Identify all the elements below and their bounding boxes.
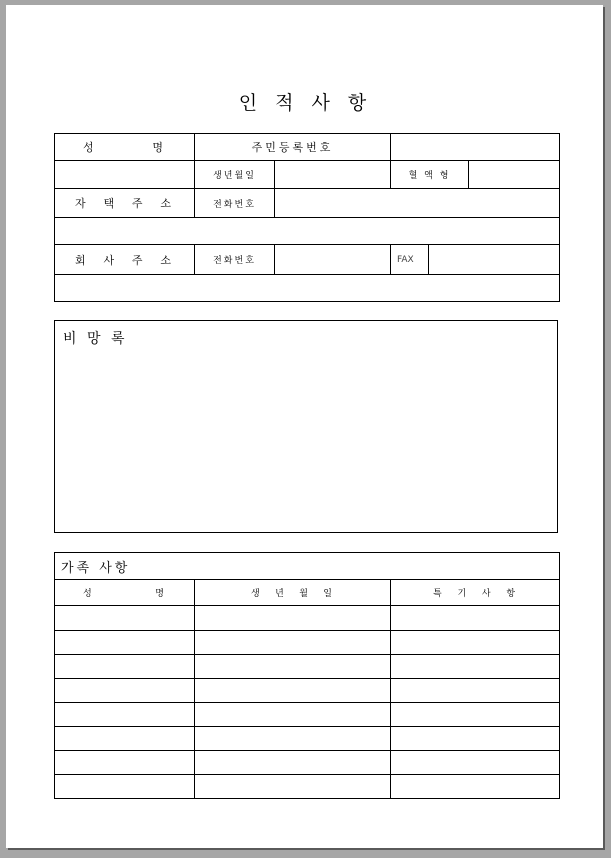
family-name-field[interactable]: [55, 703, 195, 727]
family-name-field[interactable]: [55, 606, 195, 631]
family-header-remarks: [391, 580, 560, 606]
family-remarks-field[interactable]: [391, 703, 560, 727]
family-name-field[interactable]: [55, 775, 195, 799]
birth-value-field[interactable]: [275, 161, 391, 189]
header-char: 년: [275, 589, 286, 599]
table-row: [55, 655, 560, 679]
home-address-label-cell: [55, 189, 195, 218]
header-char: 생: [251, 589, 262, 599]
family-birth-field[interactable]: [195, 606, 391, 631]
table-row: [55, 727, 560, 751]
rrn-label: 주민등록번호: [195, 134, 391, 161]
header-char: 사: [481, 589, 493, 599]
family-birth-field[interactable]: [195, 679, 391, 703]
header-char: 특: [433, 589, 444, 599]
family-header-birth: [195, 580, 391, 606]
family-birth-field[interactable]: [195, 631, 391, 655]
title-part-2: 사 항: [311, 92, 373, 114]
home-address-label-char: 자: [75, 197, 89, 210]
family-birth-field[interactable]: [195, 703, 391, 727]
family-remarks-field[interactable]: [391, 631, 560, 655]
home-phone-label: 전화번호: [195, 189, 275, 218]
family-birth-field[interactable]: [195, 751, 391, 775]
company-address-label-char: 소: [160, 253, 174, 267]
home-address-label-char: 소: [160, 197, 174, 210]
family-remarks-field[interactable]: [391, 606, 560, 631]
family-name-field[interactable]: [55, 631, 195, 655]
header-char: 항: [506, 589, 518, 599]
company-address-label-char: 주: [131, 253, 146, 267]
family-name-field[interactable]: [55, 751, 195, 775]
table-row: [55, 751, 560, 775]
header-char: 명: [155, 589, 166, 599]
family-name-field[interactable]: [55, 727, 195, 751]
birth-label: 생년월일: [195, 161, 275, 189]
name-label-char: 성: [83, 141, 97, 154]
memo-box[interactable]: [54, 320, 558, 533]
name-label-char: 명: [152, 141, 166, 154]
table-row: [55, 679, 560, 703]
home-address-label-char: 택: [103, 197, 118, 210]
home-phone-value-field[interactable]: [275, 189, 560, 218]
family-remarks-field[interactable]: [391, 679, 560, 703]
family-remarks-field[interactable]: [391, 655, 560, 679]
header-char: 성: [83, 589, 94, 599]
company-address-label-cell: [55, 245, 195, 275]
table-row: [55, 631, 560, 655]
family-name-field[interactable]: [55, 655, 195, 679]
family-name-field[interactable]: [55, 679, 195, 703]
header-char: 기: [457, 589, 469, 599]
blood-type-value-field[interactable]: [469, 161, 560, 189]
company-phone-value-field[interactable]: [275, 245, 391, 275]
table-row: [55, 606, 560, 631]
home-address-value-field[interactable]: [55, 218, 560, 245]
fax-label: FAX: [391, 245, 429, 275]
family-remarks-field[interactable]: [391, 775, 560, 799]
company-address-label-char: 사: [103, 253, 118, 267]
family-birth-field[interactable]: [195, 727, 391, 751]
home-address-label-char: 주: [131, 197, 146, 210]
table-row: [55, 703, 560, 727]
family-birth-field[interactable]: [195, 775, 391, 799]
company-phone-label: 전화번호: [195, 245, 275, 275]
personal-info-table: [54, 133, 560, 302]
fax-value-field[interactable]: [429, 245, 560, 275]
name-label-cell: [55, 134, 195, 161]
family-table: [54, 552, 560, 799]
family-birth-field[interactable]: [195, 655, 391, 679]
rrn-value-field[interactable]: [391, 134, 560, 161]
header-char: 일: [323, 589, 334, 599]
blood-type-label: 혈 액 형: [391, 161, 469, 189]
company-address-value-field[interactable]: [55, 275, 560, 302]
title-part-1: 인 적: [238, 92, 300, 114]
family-remarks-field[interactable]: [391, 727, 560, 751]
page-title: [0, 88, 611, 115]
family-remarks-field[interactable]: [391, 751, 560, 775]
family-header-name: [55, 580, 195, 606]
company-address-label-char: 회: [75, 253, 89, 267]
memo-label: 비 망 록: [63, 331, 128, 347]
header-char: 월: [299, 589, 310, 599]
family-title: 가족 사항: [55, 553, 560, 580]
name-value-field[interactable]: [55, 161, 195, 189]
table-row: [55, 775, 560, 799]
